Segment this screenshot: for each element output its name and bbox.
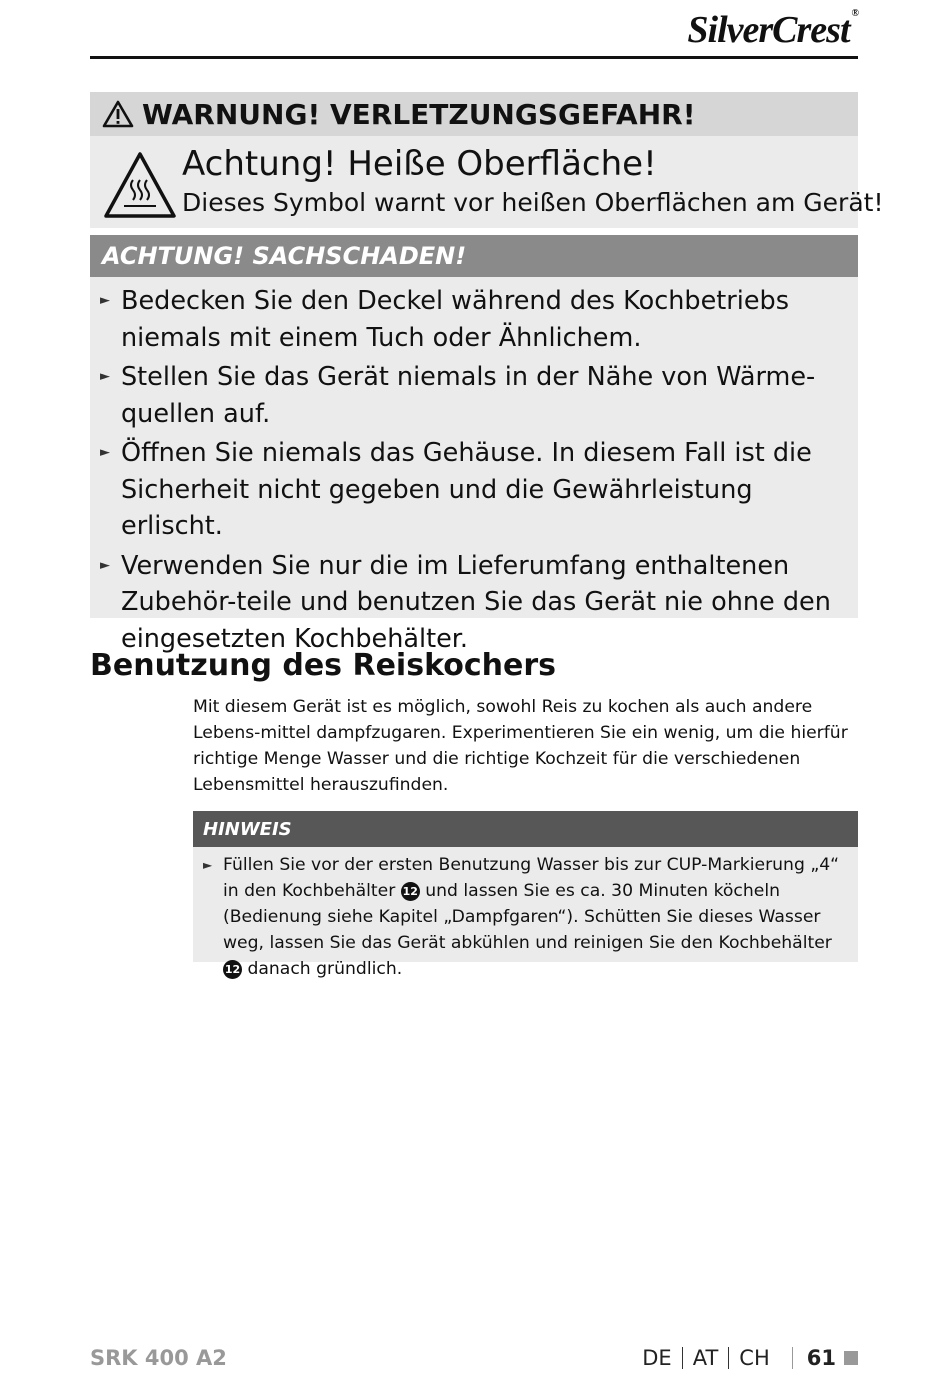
country-at: AT: [692, 1346, 719, 1370]
hot-surface-description: Dieses Symbol warnt vor heißen Oberflächen am Gerät!: [182, 188, 884, 217]
list-item: ► Verwenden Sie nur die im Lieferumfang enthaltenen Zubehör-teile und benutzen Sie das Gerät nie ohne den eingesetzten Kochbehälter.: [100, 548, 848, 658]
reference-number-badge: 12: [401, 882, 420, 901]
warning-triangle-icon: [102, 100, 134, 128]
warning-title: WARNUNG! VERLETZUNGSGEFAHR!: [142, 97, 696, 131]
warning-box: [90, 92, 884, 228]
brand-logo: SilverCrest ®: [687, 8, 858, 51]
damage-box: [90, 235, 858, 654]
arrow-bullet-icon: ►: [100, 557, 110, 573]
arrow-bullet-icon: ►: [203, 858, 213, 872]
note-item: ► Füllen Sie vor der ersten Benutzung Wasser bis zur CUP-Markierung „4“ in den Kochbehälter 12 und lassen Sie es ca. 30 Minuten köcheln (Bedienung siehe Kapitel „Dampfgaren“). Schütten Sie dieses Wasser weg, lassen Sie das Gerät abkühlen und reinigen Sie den Kochbehälter 12 danach gründlich.: [193, 847, 858, 982]
list-item: ► Öffnen Sie niemals das Gehäuse. In diesem Fall ist die Sicherheit nicht gegeben und die Gewährleistung erlischt.: [100, 435, 848, 545]
list-item: ► Stellen Sie das Gerät niemals in der Nähe von Wärme-quellen auf.: [100, 359, 848, 432]
divider: [682, 1347, 683, 1369]
warning-header: [90, 92, 858, 136]
hot-surface-icon: [102, 150, 178, 220]
arrow-bullet-icon: ►: [100, 293, 110, 308]
damage-list: [90, 277, 858, 657]
divider: [792, 1347, 793, 1369]
section-heading: Benutzung des Reiskochers: [90, 648, 556, 683]
note-header: HINWEIS: [193, 811, 858, 847]
list-item: ► Bedecken Sie den Deckel während des Kochbetriebs niemals mit einem Tuch oder Ähnlichem.: [100, 283, 848, 356]
hot-surface-title: Achtung! Heiße Oberfläche!: [182, 144, 657, 184]
divider: [728, 1347, 729, 1369]
damage-header: ACHTUNG! SACHSCHADEN!: [90, 235, 858, 277]
country-ch: CH: [739, 1346, 770, 1370]
intro-paragraph: Mit diesem Gerät ist es möglich, sowohl Reis zu kochen als auch andere Lebens-mittel dampfzugaren. Experimentieren Sie ein wenig, um die hierfür richtige Menge Wasser und die richtige Kochzeit für die verschiedenen Lebensmittel herauszufinden.: [193, 697, 848, 795]
note-box: [193, 811, 858, 979]
page-number: 61: [806, 1346, 836, 1370]
arrow-bullet-icon: ►: [100, 369, 110, 384]
reference-number-badge: 12: [223, 960, 242, 979]
country-de: DE: [642, 1346, 672, 1370]
header-rule: [90, 56, 858, 59]
footer-right: [642, 1346, 858, 1370]
page-marker-icon: [844, 1351, 858, 1365]
footer-model: SRK 400 A2: [90, 1346, 227, 1370]
arrow-bullet-icon: ►: [100, 445, 110, 460]
